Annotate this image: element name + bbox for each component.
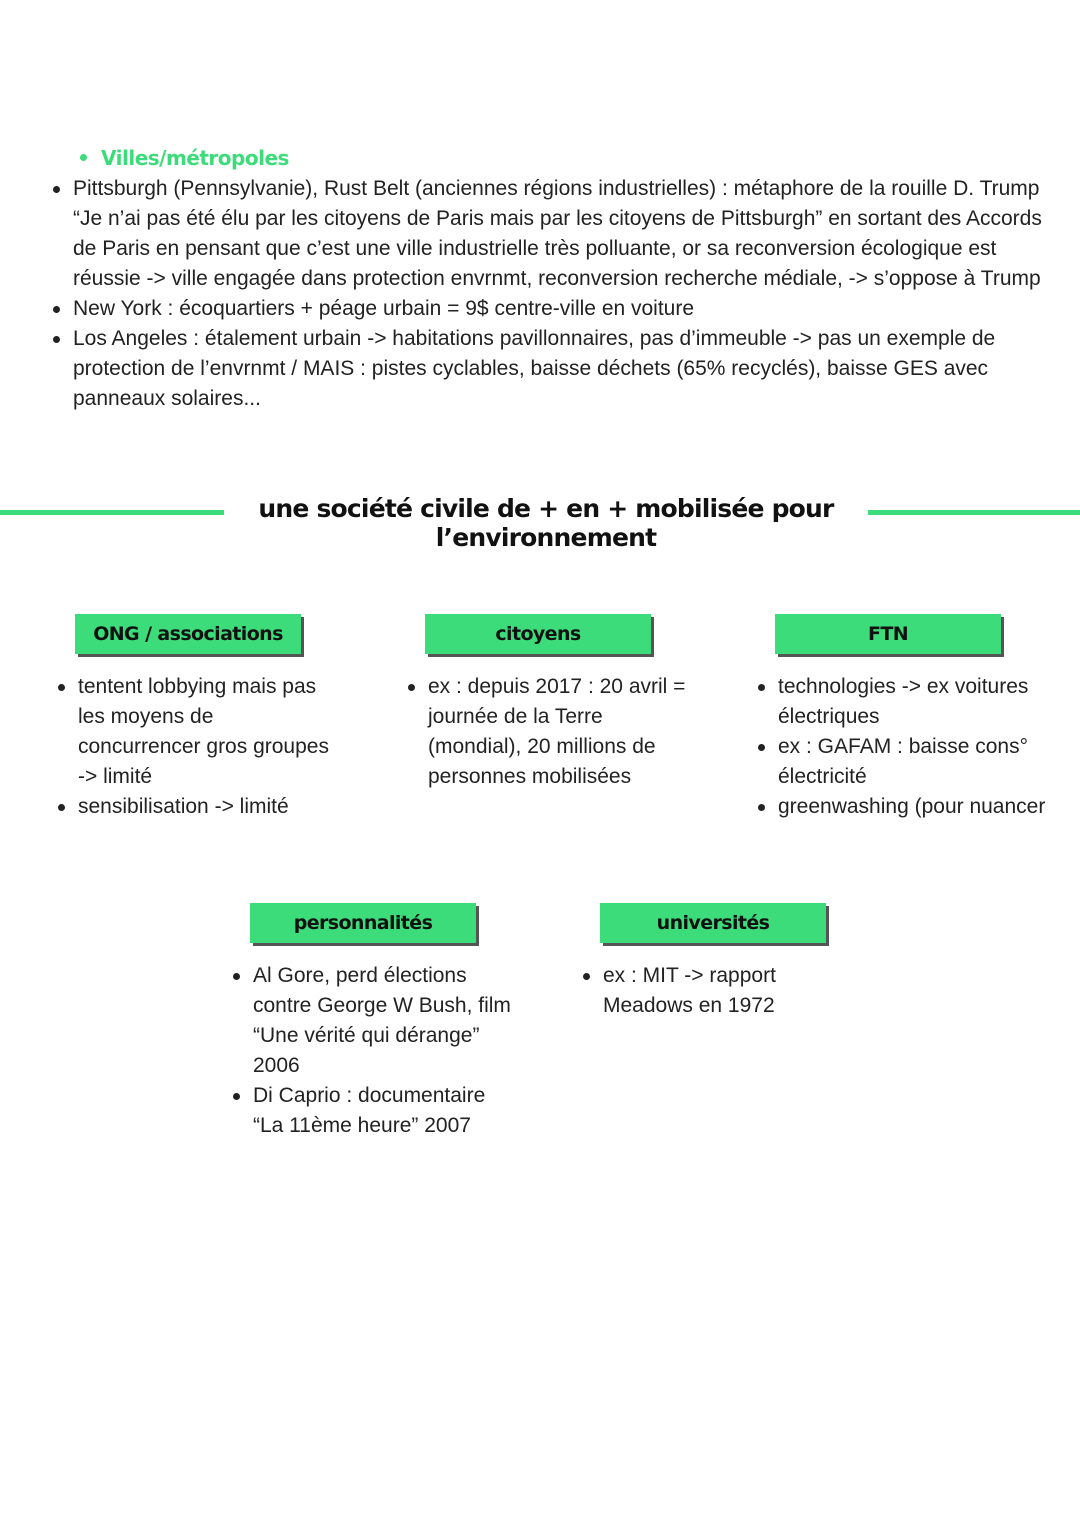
label-ong: ONG / associations [75,614,301,654]
villes-list [73,174,1068,414]
list-item: sensibilisation -> limité [78,792,338,822]
list-universites [603,961,823,1021]
list-item-new-york: New York : écoquartiers + péage urbain = 9$ centre-ville en voiture [73,294,1068,324]
label-universites: universités [600,903,826,943]
list-citoyens [428,672,696,792]
list-item: Al Gore, perd élections contre George W Bush, film “Une vérité qui dérange” 2006 [253,961,515,1081]
divider-right [868,510,1080,515]
list-item: tentent lobbying mais pas les moyens de concurrencer gros groupes -> limité [78,672,338,792]
list-personnalites [253,961,515,1141]
bullet-icon [80,154,87,161]
list-item: ex : MIT -> rapport Meadows en 1972 [603,961,823,1021]
list-item: Di Caprio : documentaire “La 11ème heure” 2007 [253,1081,515,1141]
label-citoyens: citoyens [425,614,651,654]
list-item: ex : depuis 2017 : 20 avril = journée de la Terre (mondial), 20 millions de personnes mobilisées [428,672,696,792]
list-item: ex : GAFAM : baisse cons° électricité [778,732,1048,792]
list-ong [78,672,338,822]
list-item: technologies -> ex voitures électriques [778,672,1048,732]
list-item: greenwashing (pour nuancer [778,792,1048,822]
villes-heading-text: Villes/métropoles [101,146,289,170]
list-item-los-angeles: Los Angeles : étalement urbain -> habitations pavillonnaires, pas d’immeuble -> pas un exemple de protection de l’envrnmt / MAIS : pistes cyclables, baisse déchets (65% recyclés), baisse GES avec panneaux solaires... [73,324,1068,414]
villes-heading [80,146,289,170]
list-ftn [778,672,1048,822]
section-title: une société civile de + en + mobilisée pour l’environnement [258,494,834,552]
label-ftn: FTN [775,614,1001,654]
list-item-pittsburgh: Pittsburgh (Pennsylvanie), Rust Belt (anciennes régions industrielles) : métaphore de la rouille D. Trump “Je n’ai pas été élu par les citoyens de Paris mais par les citoyens de Pittsburgh” en sortant des Accords de Paris en pensant que c’est une ville industrielle très polluante, or sa reconversion écologique est réussie -> ville engagée dans protection envrnmt, reconversion recherche médiale, -> s’oppose à Trump [73,174,1068,294]
divider-left [0,510,224,515]
label-personnalites: personnalités [250,903,476,943]
